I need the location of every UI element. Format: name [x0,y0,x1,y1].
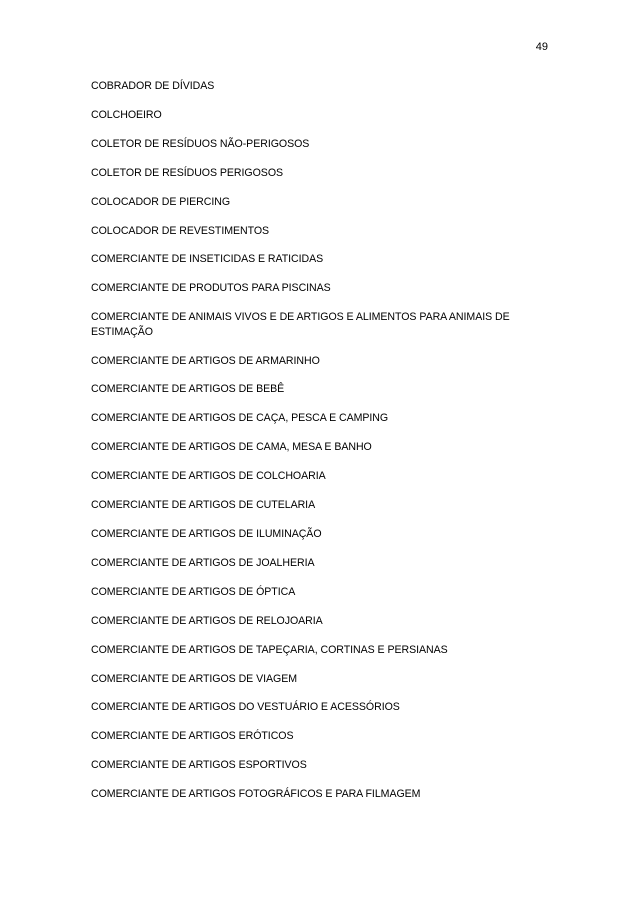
entry-list [91,79,531,816]
list-item: COLETOR DE RESÍDUOS PERIGOSOS [91,166,284,179]
list-item: COLOCADOR DE PIERCING [91,195,231,208]
list-item: COMERCIANTE DE ARTIGOS ERÓTICOS [91,730,294,743]
list-item: COMERCIANTE DE ARTIGOS DE RELOJOARIA [91,614,323,627]
list-item: COMERCIANTE DE ARTIGOS DE CAMA, MESA E BANHO [91,441,372,454]
list-item: COMERCIANTE DE ARTIGOS DE VIAGEM [91,672,297,685]
list-item: COMERCIANTE DE ARTIGOS ESPORTIVOS [91,759,307,772]
list-item: COMERCIANTE DE ARTIGOS DE CAÇA, PESCA E CAMPING [91,412,389,425]
list-item: COMERCIANTE DE ARTIGOS DE TAPEÇARIA, CORTINAS E PERSIANAS [91,643,448,656]
list-item: COMERCIANTE DE ARTIGOS DE ILUMINAÇÃO [91,528,322,540]
page-number: 49 [535,41,548,53]
list-item: COMERCIANTE DE ARTIGOS DE ÓPTICA [91,585,296,598]
list-item: COMERCIANTE DE INSETICIDAS E RATICIDAS [91,253,324,266]
list-item: COMERCIANTE DE ARTIGOS DE JOALHERIA [91,556,315,569]
list-item: COLETOR DE RESÍDUOS NÃO-PERIGOSOS [91,137,310,150]
list-item: COMERCIANTE DE ARTIGOS FOTOGRÁFICOS E PARA FILMAGEM [91,788,421,801]
list-item: COMERCIANTE DE ARTIGOS DO VESTUÁRIO E ACESSÓRIOS [91,701,400,714]
list-item: COMERCIANTE DE PRODUTOS PARA PISCINAS [91,282,331,295]
list-item: COLCHOEIRO [91,108,162,121]
list-item: COLOCADOR DE REVESTIMENTOS [91,224,270,237]
list-item: COMERCIANTE DE ARTIGOS DE ARMARINHO [91,354,320,367]
list-item: COMERCIANTE DE ARTIGOS DE CUTELARIA [91,499,316,512]
list-item: COMERCIANTE DE ARTIGOS DE BEBÊ [91,383,285,396]
list-item: COMERCIANTE DE ANIMAIS VIVOS E DE ARTIGOS E ALIMENTOS PARA ANIMAIS DE ESTIMAÇÃO [91,311,510,338]
list-item: COMERCIANTE DE ARTIGOS DE COLCHOARIA [91,470,326,483]
list-item: COBRADOR DE DÍVIDAS [91,80,215,92]
